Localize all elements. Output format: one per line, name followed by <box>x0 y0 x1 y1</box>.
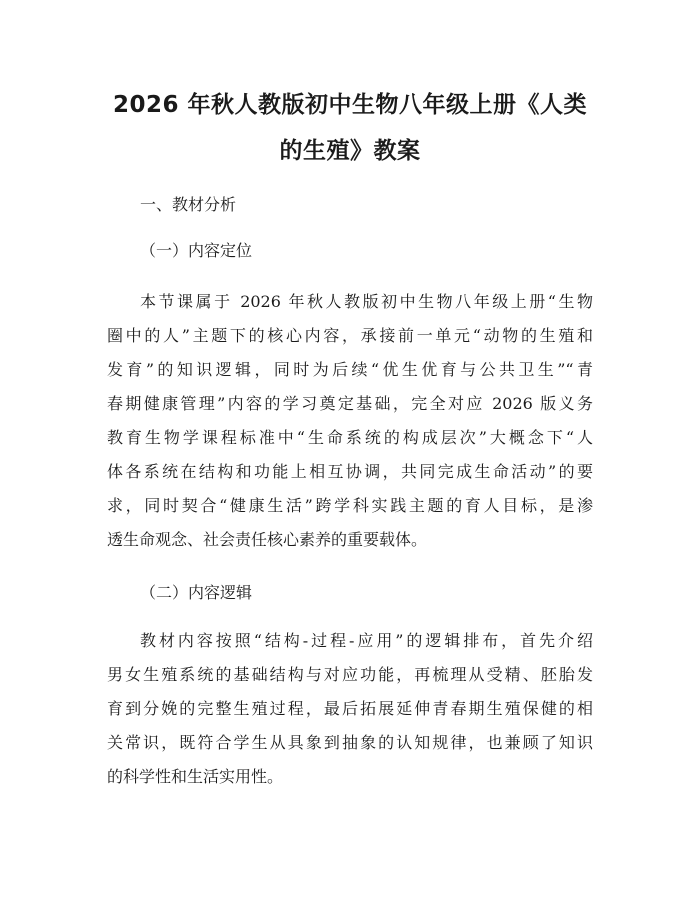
paragraph-content-positioning <box>107 285 593 557</box>
paragraph-line: 男女生殖系统的基础结构与对应功能，再梳理从受精、胚胎发 <box>107 665 593 684</box>
subsection-heading-content-positioning: （一）内容定位 <box>140 241 253 260</box>
document-title-line-2: 的生殖》教案 <box>279 138 421 164</box>
document-title-line-1: 2026 年秋人教版初中生物八年级上册《人类 <box>112 92 588 118</box>
paragraph-line: 体各系统在结构和功能上相互协调，共同完成生命活动”的要 <box>107 462 593 481</box>
paragraph-line: 春期健康管理”内容的学习奠定基础，完全对应 2026 版义务 <box>107 394 593 413</box>
paragraph-line: 育到分娩的完整生殖过程，最后拓展延伸青春期生殖保健的相 <box>107 699 593 718</box>
paragraph-line: 教育生物学课程标准中“生命系统的构成层次”大概念下“人 <box>107 428 593 447</box>
paragraph-line: 发育”的知识逻辑，同时为后续“优生优育与公共卫生”“青 <box>107 360 593 379</box>
paragraph-line: 透生命观念、社会责任核心素养的重要载体。 <box>107 530 428 549</box>
paragraph-line: 关常识，既符合学生从具象到抽象的认知规律，也兼顾了知识 <box>107 733 593 752</box>
paragraph-line: 圈中的人”主题下的核心内容，承接前一单元“动物的生殖和 <box>107 326 593 345</box>
subsection-heading-content-logic: （二）内容逻辑 <box>140 583 253 602</box>
paragraph-line: 求，同时契合“健康生活”跨学科实践主题的育人目标，是渗 <box>107 496 593 515</box>
paragraph-line: 本节课属于 2026 年秋人教版初中生物八年级上册“生物 <box>140 292 593 311</box>
paragraph-line: 的科学性和生活实用性。 <box>107 767 284 786</box>
paragraph-content-logic <box>107 624 593 794</box>
paragraph-line: 教材内容按照“结构-过程-应用”的逻辑排布，首先介绍 <box>140 631 593 650</box>
section-heading-textbook-analysis: 一、教材分析 <box>140 195 237 214</box>
